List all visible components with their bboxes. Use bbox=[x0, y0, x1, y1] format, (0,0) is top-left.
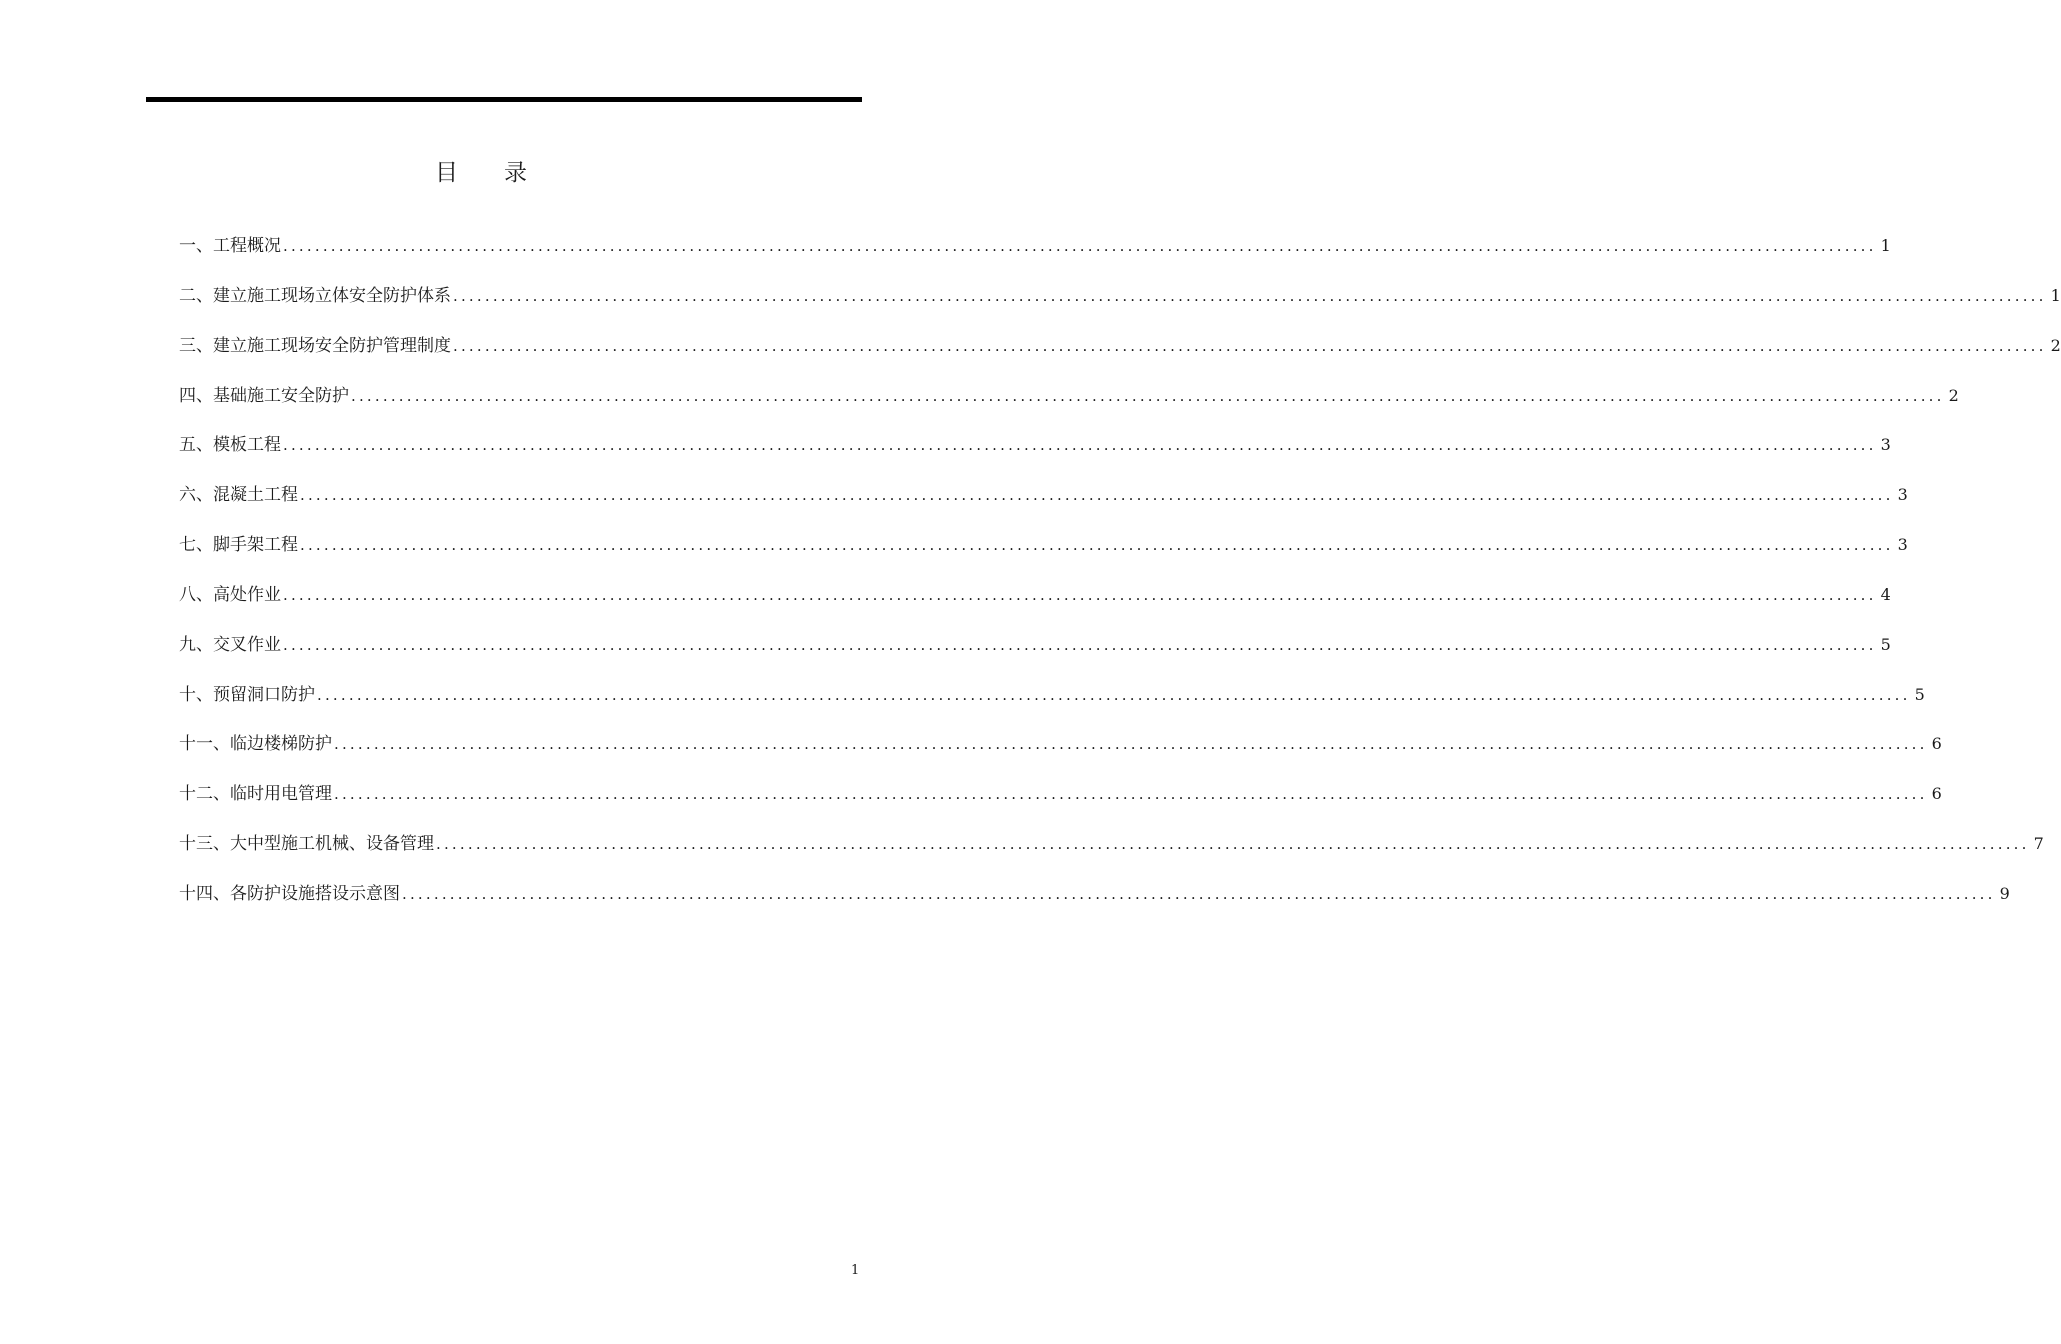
toc-entry-page: 6 bbox=[1931, 734, 1942, 754]
toc-entry[interactable] bbox=[179, 579, 1891, 629]
toc-entry-page: 2 bbox=[2050, 335, 2061, 355]
toc-entry-label: 九、交叉作业 bbox=[179, 634, 281, 655]
toc-entry-label: 五、模板工程 bbox=[179, 435, 281, 456]
header-rule bbox=[146, 97, 862, 102]
toc-leader-dots: ........................................................................................................................................................................................................ bbox=[334, 735, 1928, 754]
toc-entry-label: 十二、临时用电管理 bbox=[179, 784, 332, 805]
toc-entry[interactable] bbox=[179, 629, 1891, 679]
toc-entry[interactable] bbox=[179, 380, 1959, 430]
toc-leader-dots: ........................................................................................................................................................................................................ bbox=[283, 585, 1877, 604]
toc-entry-page: 1 bbox=[1880, 236, 1891, 255]
toc-entry[interactable] bbox=[179, 529, 1908, 579]
toc-leader-dots: ........................................................................................................................................................................................................ bbox=[334, 785, 1928, 804]
toc-entry-page: 4 bbox=[1880, 584, 1891, 604]
toc-entry-label: 一、工程概况 bbox=[179, 236, 281, 256]
toc-entry-label: 十、预留洞口防护 bbox=[179, 684, 315, 705]
toc-leader-dots: ........................................................................................................................................................................................................ bbox=[300, 536, 1894, 555]
toc-leader-dots: ........................................................................................................................................................................................................ bbox=[283, 237, 1877, 255]
toc-entry-label: 六、混凝土工程 bbox=[179, 485, 298, 506]
toc-entry[interactable] bbox=[179, 679, 1925, 729]
toc-entry-page: 3 bbox=[1897, 485, 1908, 505]
toc-entry[interactable] bbox=[179, 330, 2061, 380]
toc-entry[interactable] bbox=[179, 728, 1942, 778]
toc-entry[interactable] bbox=[179, 429, 1891, 479]
toc-entry-label: 十一、临边楼梯防护 bbox=[179, 734, 332, 755]
toc-leader-dots: ........................................................................................................................................................................................................ bbox=[283, 635, 1877, 654]
toc-leader-dots: ........................................................................................................................................................................................................ bbox=[300, 486, 1894, 505]
toc-entry-label: 二、建立施工现场立体安全防护体系 bbox=[179, 285, 451, 306]
toc-entry[interactable] bbox=[179, 828, 2044, 878]
toc-entry-page: 9 bbox=[1999, 883, 2010, 903]
toc-entry-page: 3 bbox=[1880, 435, 1891, 455]
toc-entry-label: 四、基础施工安全防护 bbox=[179, 385, 349, 406]
toc-leader-dots: ........................................................................................................................................................................................................ bbox=[453, 286, 2047, 305]
toc-entry[interactable] bbox=[179, 878, 2010, 928]
toc-title: 目录 bbox=[435, 160, 573, 186]
toc-entry-page: 5 bbox=[1914, 684, 1925, 704]
toc-entry-label: 八、高处作业 bbox=[179, 584, 281, 605]
toc-list bbox=[179, 230, 2061, 928]
toc-entry-label: 十四、各防护设施搭设示意图 bbox=[179, 883, 400, 904]
toc-entry-page: 7 bbox=[2033, 834, 2044, 854]
toc-entry-label: 七、脚手架工程 bbox=[179, 535, 298, 556]
toc-leader-dots: ........................................................................................................................................................................................................ bbox=[351, 386, 1945, 405]
toc-entry[interactable] bbox=[179, 479, 1908, 529]
toc-entry-label: 三、建立施工现场安全防护管理制度 bbox=[179, 335, 451, 356]
toc-leader-dots: ........................................................................................................................................................................................................ bbox=[436, 835, 2030, 854]
toc-entry-page: 6 bbox=[1931, 784, 1942, 804]
toc-entry[interactable] bbox=[179, 280, 2061, 330]
toc-entry-page: 1 bbox=[2050, 285, 2061, 305]
toc-entry[interactable] bbox=[179, 230, 1891, 280]
toc-leader-dots: ........................................................................................................................................................................................................ bbox=[402, 884, 1996, 903]
page-number: 1 bbox=[851, 1263, 860, 1278]
toc-entry[interactable] bbox=[179, 778, 1942, 828]
toc-leader-dots: ........................................................................................................................................................................................................ bbox=[283, 436, 1877, 455]
toc-entry-label: 十三、大中型施工机械、设备管理 bbox=[179, 834, 434, 855]
toc-leader-dots: ........................................................................................................................................................................................................ bbox=[317, 685, 1911, 704]
toc-entry-page: 3 bbox=[1897, 535, 1908, 555]
toc-entry-page: 5 bbox=[1880, 634, 1891, 654]
toc-entry-page: 2 bbox=[1948, 385, 1959, 405]
toc-leader-dots: ........................................................................................................................................................................................................ bbox=[453, 336, 2047, 355]
